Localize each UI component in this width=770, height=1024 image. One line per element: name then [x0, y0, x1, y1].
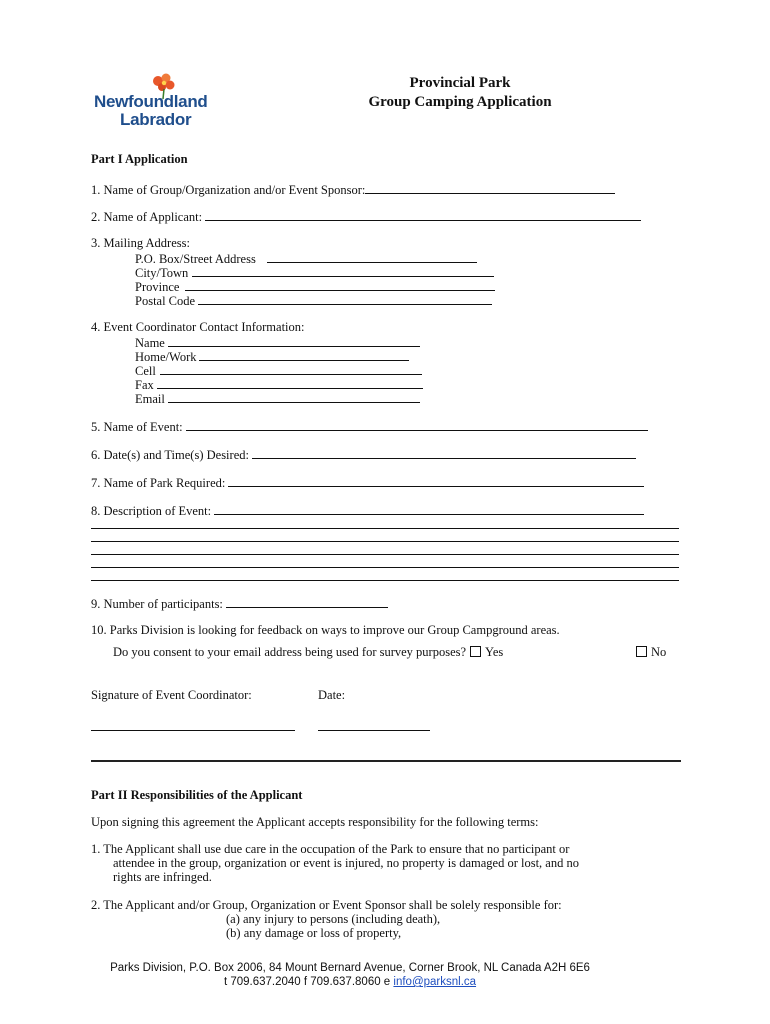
question-1-label: 1. Name of Group/Organization and/or Event Sponsor:: [91, 183, 366, 197]
question-5-label: 5. Name of Event:: [91, 420, 183, 434]
coord-cell-label: Cell: [135, 364, 156, 378]
city-label: City/Town: [135, 266, 189, 280]
coord-cell-field[interactable]: [160, 362, 422, 375]
coord-fax-label: Fax: [135, 378, 154, 392]
question-3-label: 3. Mailing Address:: [91, 236, 190, 250]
question-2: [91, 208, 641, 225]
coord-name-field[interactable]: [168, 334, 420, 347]
question-2-label: 2. Name of Applicant:: [91, 210, 203, 224]
event-description-field[interactable]: [214, 502, 644, 515]
street-address-label: P.O. Box/Street Address: [135, 252, 256, 266]
question-8-label: 8. Description of Event:: [91, 504, 212, 518]
question-6: [91, 446, 636, 463]
description-line-5[interactable]: [91, 580, 679, 581]
description-line-2[interactable]: [91, 541, 679, 542]
description-line-1[interactable]: [91, 528, 679, 529]
responsibility-2b: (b) any damage or loss of property,: [226, 926, 402, 940]
logo-text-newfoundland: Newfoundland: [94, 92, 208, 111]
dates-times-field[interactable]: [252, 446, 636, 459]
coord-email-field[interactable]: [168, 390, 420, 403]
province-field[interactable]: [185, 278, 495, 291]
responsibility-1-line-2: attendee in the group, organization or event is injured, no property is damaged or lost, and no: [113, 856, 579, 870]
yes-label: Yes: [485, 645, 504, 659]
participants-field[interactable]: [226, 595, 388, 608]
responsibility-1-line-1: 1. The Applicant shall use due care in the occupation of the Park to ensure that no participant or: [91, 842, 570, 856]
responsibility-2: 2. The Applicant and/or Group, Organization or Event Sponsor shall be solely responsible for:: [91, 898, 562, 912]
footer-email-link[interactable]: info@parksnl.ca: [393, 976, 477, 988]
consent-question: Do you consent to your email address being used for survey purposes?: [113, 645, 467, 659]
no-option: [632, 645, 666, 660]
coord-phone-field[interactable]: [199, 348, 409, 361]
part2-intro: Upon signing this agreement the Applicant accepts responsibility for the following terms:: [91, 815, 539, 829]
question-5: [91, 418, 648, 435]
coord-phone-label: Home/Work: [135, 350, 197, 364]
postal-code-field[interactable]: [198, 292, 492, 305]
footer-contact: [0, 976, 700, 988]
footer-address: Parks Division, P.O. Box 2006, 84 Mount Bernard Avenue, Corner Brook, NL Canada A2H 6E6: [110, 962, 590, 974]
province-label: Province: [135, 280, 180, 294]
question-8: [91, 502, 644, 519]
responsibility-2a: (a) any injury to persons (including death),: [226, 912, 441, 926]
question-7: [91, 474, 644, 491]
question-7-label: 7. Name of Park Required:: [91, 476, 226, 490]
coord-fax-field[interactable]: [157, 376, 423, 389]
section-divider: [91, 760, 681, 762]
page-subtitle: Group Camping Application: [368, 94, 552, 110]
page-title: Provincial Park: [409, 75, 511, 91]
postal-code-label: Postal Code: [135, 294, 196, 308]
question-9-label: 9. Number of participants:: [91, 597, 223, 611]
event-name-field[interactable]: [186, 418, 648, 431]
coord-email-label: Email: [135, 392, 165, 406]
no-checkbox[interactable]: [636, 646, 647, 657]
street-address-field[interactable]: [267, 250, 477, 263]
date-label: Date:: [318, 688, 346, 702]
logo-text-labrador: Labrador: [120, 110, 192, 129]
consent-row: [113, 645, 503, 660]
yes-checkbox[interactable]: [470, 646, 481, 657]
park-required-field[interactable]: [228, 474, 644, 487]
signature-field[interactable]: [91, 730, 295, 731]
no-label: No: [651, 645, 667, 659]
coord-name-label: Name: [135, 336, 165, 350]
newfoundland-labrador-logo: [92, 72, 227, 132]
signature-label: Signature of Event Coordinator:: [91, 688, 252, 702]
part1-heading: Part I Application: [91, 152, 188, 166]
group-name-field[interactable]: [365, 181, 615, 194]
question-1: [91, 181, 615, 198]
coord-email-row: [135, 390, 420, 407]
city-field[interactable]: [192, 264, 494, 277]
responsibility-1-line-3: rights are infringed.: [113, 870, 212, 884]
question-6-label: 6. Date(s) and Time(s) Desired:: [91, 448, 249, 462]
description-line-4[interactable]: [91, 567, 679, 568]
date-field[interactable]: [318, 730, 430, 731]
question-4-label: 4. Event Coordinator Contact Information:: [91, 320, 305, 334]
part2-heading: Part II Responsibilities of the Applicant: [91, 788, 303, 802]
applicant-name-field[interactable]: [205, 208, 641, 221]
postal-code-row: [135, 292, 492, 309]
description-line-3[interactable]: [91, 554, 679, 555]
question-9: [91, 595, 388, 612]
footer-phone-fax: t 709.637.2040 f 709.637.8060 e: [223, 976, 394, 988]
question-10-label: 10. Parks Division is looking for feedback on ways to improve our Group Campground areas.: [91, 623, 560, 637]
